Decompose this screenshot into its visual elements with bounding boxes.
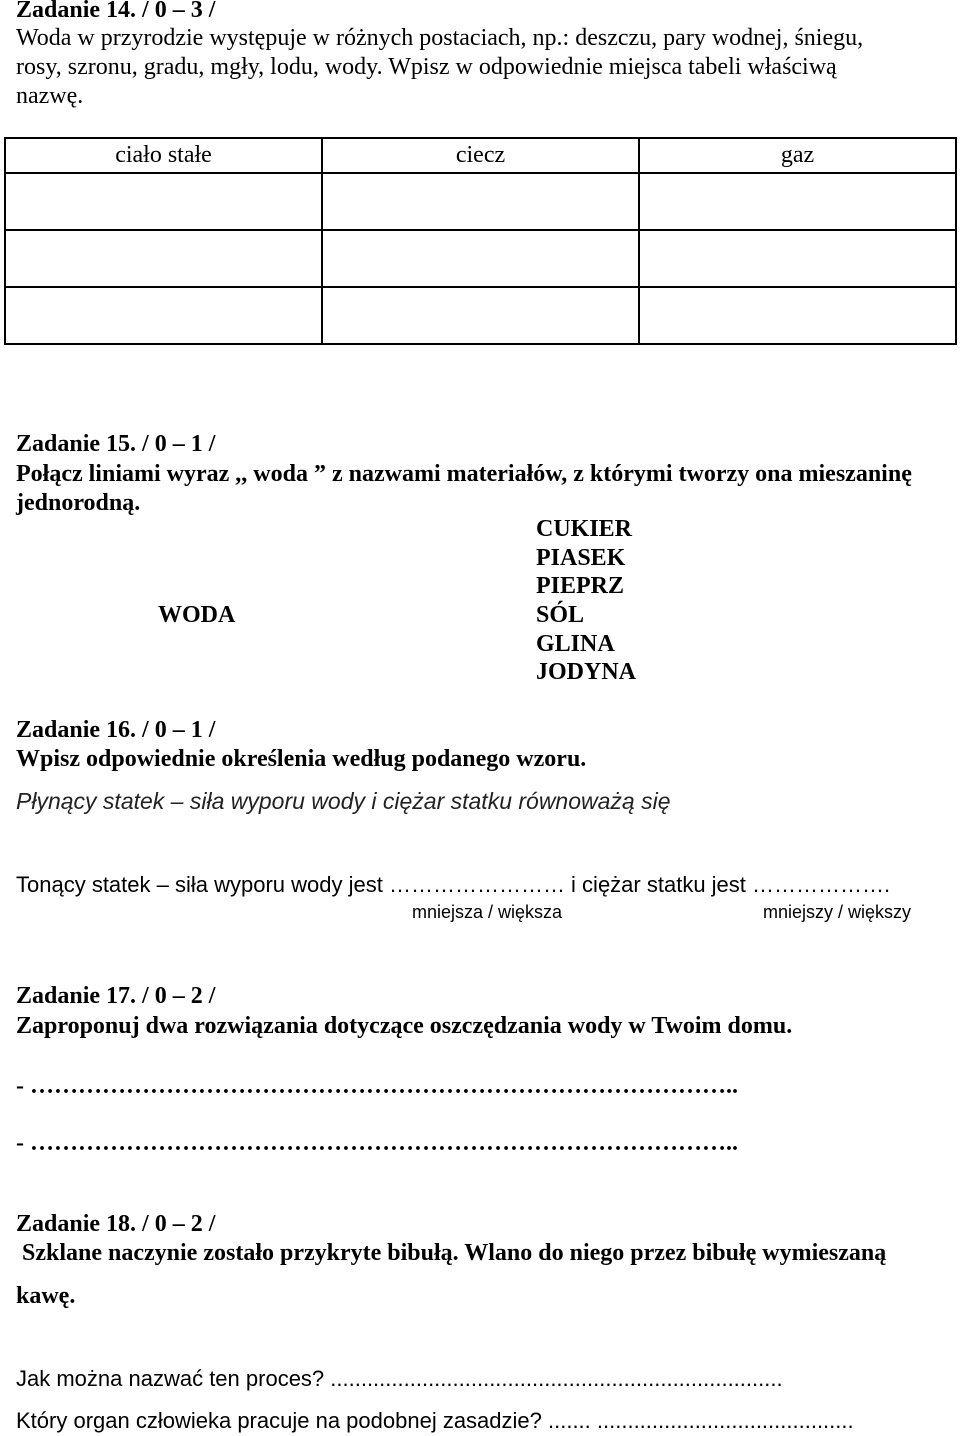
task15-heading: Zadanie 15. / 0 – 1 / (16, 431, 216, 457)
material-item[interactable]: PIEPRZ (536, 573, 625, 599)
material-item[interactable]: CUKIER (536, 516, 633, 542)
states-of-matter-table (4, 137, 957, 345)
material-item[interactable]: PIASEK (536, 545, 626, 571)
answer-cell[interactable] (322, 230, 639, 287)
header-liquid: ciecz (322, 138, 639, 173)
task14-text-line3: nazwę. (16, 83, 84, 109)
table-row (5, 230, 956, 287)
task16-option-hint-2: mniejszy / większy (763, 902, 912, 922)
task16-option-hint-1: mniejsza / większa (412, 902, 563, 922)
task17-answer-line[interactable]: - …………………………………………………………………………….. (16, 1073, 738, 1099)
task17-instruction: Zaproponuj dwa rozwiązania dotyczące oszczędzania wody w Twoim domu. (16, 1013, 793, 1039)
task18-heading: Zadanie 18. / 0 – 2 / (16, 1211, 216, 1237)
task16-example: Płynący statek – siła wyporu wody i ciężar statku równoważą się (16, 788, 671, 814)
table-header-row (5, 138, 956, 173)
answer-cell[interactable] (5, 287, 322, 344)
task14-heading: Zadanie 14. / 0 – 3 / (16, 0, 216, 23)
answer-cell[interactable] (639, 287, 956, 344)
task16-instruction: Wpisz odpowiednie określenia według podanego wzoru. (16, 746, 587, 772)
answer-cell[interactable] (5, 230, 322, 287)
task16-fill-in[interactable]: Tonący statek – siła wyporu wody jest …………………… i ciężar statku jest ………………. (16, 872, 891, 897)
table-row (5, 173, 956, 230)
task16-heading: Zadanie 16. / 0 – 1 / (16, 717, 216, 743)
answer-cell[interactable] (322, 173, 639, 230)
table-row (5, 287, 956, 344)
answer-cell[interactable] (639, 173, 956, 230)
task18-text-line1: Szklane naczynie zostało przykryte bibułą. Wlano do niego przez bibułę wymieszaną (22, 1240, 887, 1266)
answer-cell[interactable] (5, 173, 322, 230)
task17-answer-line[interactable]: - …………………………………………………………………………….. (16, 1130, 738, 1156)
word-woda[interactable]: WODA (158, 602, 236, 628)
header-solid: ciało stałe (5, 138, 322, 173)
task15-text-line1: Połącz liniami wyraz ,, woda ” z nazwami materiałów, z którymi tworzy ona mieszaninę (16, 461, 912, 487)
task14-text-line2: rosy, szronu, gradu, mgły, lodu, wody. Wpisz w odpowiednie miejsca tabeli właściwą (16, 54, 837, 80)
task18-text-line2: kawę. (16, 1283, 76, 1309)
task18-question2[interactable]: Który organ człowieka pracuje na podobnej zasadzie? ....... .......................................... (16, 1408, 854, 1433)
answer-cell[interactable] (322, 287, 639, 344)
task17-heading: Zadanie 17. / 0 – 2 / (16, 983, 216, 1009)
material-item[interactable]: SÓL (536, 602, 585, 628)
material-item[interactable]: GLINA (536, 631, 615, 657)
header-gas: gaz (639, 138, 956, 173)
task15-text-line2: jednorodną. (16, 490, 141, 516)
answer-cell[interactable] (639, 230, 956, 287)
task18-question1[interactable]: Jak można nazwać ten proces? .......................................................................... (16, 1366, 783, 1391)
task14-text-line1: Woda w przyrodzie występuje w różnych postaciach, np.: deszczu, pary wodnej, śniegu, (16, 25, 864, 51)
material-item[interactable]: JODYNA (536, 659, 636, 685)
